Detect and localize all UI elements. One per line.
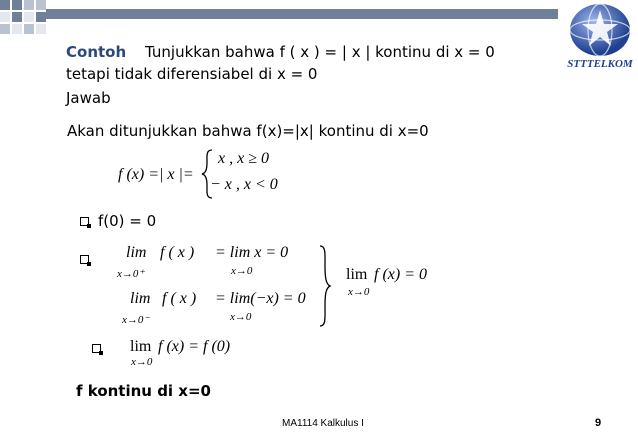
right-lim-lhs: f ( x ) bbox=[160, 244, 195, 261]
left-lim-subscript: x→0⁻ bbox=[122, 314, 150, 326]
deco-square bbox=[12, 12, 22, 22]
page-number: 9 bbox=[595, 417, 602, 429]
deco-square bbox=[12, 24, 22, 34]
left-lim-rhs: = lim(−x) = 0 bbox=[215, 290, 306, 307]
left-lim-rhs-subscript: x→0 bbox=[230, 311, 252, 323]
deco-square bbox=[0, 0, 10, 10]
result-text: f kontinu di x=0 bbox=[76, 382, 211, 400]
answer-label: Jawab bbox=[66, 89, 111, 107]
step-three-lim-word: lim bbox=[130, 338, 152, 355]
conclusion-subscript: x→0 bbox=[348, 286, 370, 298]
deco-square bbox=[24, 12, 34, 22]
deco-square bbox=[36, 12, 46, 22]
conclusion-expr: f (x) = 0 bbox=[374, 266, 427, 283]
right-lim-word: lim bbox=[126, 244, 147, 261]
definition-lhs: f (x) =| x |= bbox=[118, 166, 194, 183]
checkbox-bullet-icon bbox=[80, 255, 89, 264]
deco-square bbox=[24, 24, 34, 34]
footer-course: MA1114 Kalkulus I bbox=[282, 418, 364, 429]
sttelkom-logo bbox=[566, 2, 634, 72]
deco-square bbox=[24, 0, 34, 10]
example-label: Contoh bbox=[66, 43, 127, 61]
conclusion-lim-word: lim bbox=[346, 266, 368, 283]
statement-line1: Tunjukkan bahwa f ( x ) = | x | kontinu di x = 0 bbox=[145, 43, 495, 61]
left-lim-word: lim bbox=[130, 290, 151, 307]
case-two: − x , x < 0 bbox=[210, 176, 278, 193]
right-lim-rhs-subscript: x→0 bbox=[231, 265, 253, 277]
right-lim-subscript: x→0⁺ bbox=[117, 268, 145, 280]
deco-square bbox=[0, 24, 10, 34]
step-three-subscript: x→0 bbox=[131, 356, 153, 368]
left-lim-lhs: f ( x ) bbox=[162, 290, 197, 307]
checkbox-bullet-icon bbox=[80, 217, 89, 226]
logo-text: STTTELKOM bbox=[567, 58, 633, 70]
step-one: f(0) = 0 bbox=[98, 212, 157, 230]
right-lim-rhs: = lim x = 0 bbox=[215, 244, 289, 261]
deco-square bbox=[12, 0, 22, 10]
deco-square bbox=[0, 12, 10, 22]
header-bar bbox=[46, 9, 558, 19]
globe-icon bbox=[566, 2, 634, 58]
checkbox-bullet-icon bbox=[92, 344, 101, 353]
case-one: x , x ≥ 0 bbox=[218, 150, 269, 167]
right-brace bbox=[318, 244, 332, 328]
intro-text: Akan ditunjukkan bahwa f(x)=|x| kontinu di x=0 bbox=[67, 122, 429, 140]
deco-square bbox=[36, 0, 46, 10]
step-three-expr: f (x) = f (0) bbox=[158, 338, 231, 355]
deco-square bbox=[36, 24, 46, 34]
statement-line2: tetapi tidak diferensiabel di x = 0 bbox=[66, 65, 318, 83]
